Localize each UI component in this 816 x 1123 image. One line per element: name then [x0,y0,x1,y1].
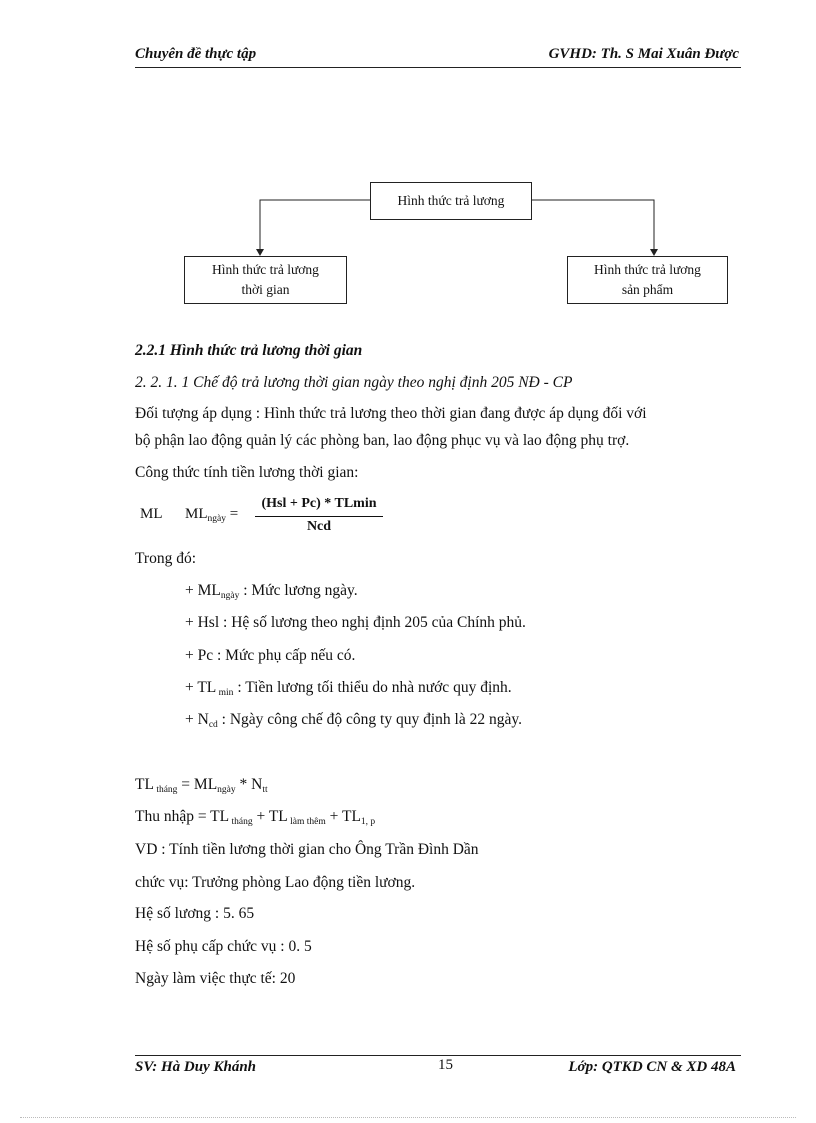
where-item-ncd [185,711,522,730]
example-line3: Hệ số lương : 5. 65 [135,905,255,922]
formula-intro: Công thức tính tiền lương thời gian: [135,464,359,481]
where-item-mlngay [185,582,358,601]
arrow-left-icon [256,249,264,256]
where-item-pc [185,647,355,665]
connector-left [260,200,370,250]
diagram-left-line1: Hình thức trả lương [212,262,319,277]
diagram-left-line2: thời gian [241,282,290,297]
eq1-a: TL [135,776,154,793]
eq2-label: Thu nhập = TL [135,808,230,825]
diagram-right-line2: sản phẩm [621,282,674,297]
para1-line2: bộ phận lao động quản lý các phòng ban, lao động phục vụ và lao động phụ trợ. [135,432,630,449]
diagram-left-box [184,256,347,304]
eq1-c-sub: tt [262,785,268,795]
formula-lhs-main: ML [185,506,208,522]
where-item-hsl-text: : Hệ số lương theo nghị định 205 của Chính phủ. [219,614,526,631]
equation-thu-nhap [135,808,375,827]
footer-left: SV: Hà Duy Khánh [135,1059,257,1075]
where-item-tlmin-pre: + TL [185,679,217,696]
where-item-pc-text: : Mức phụ cấp nếu có. [213,647,356,664]
where-item-ncd-sub: cd [208,720,218,730]
header-right: GVHD: Th. S Mai Xuân Được [548,46,739,62]
header-left: Chuyên đề thực tập [135,46,257,62]
page-bottom-dotted-edge [20,1117,796,1118]
eq1-b-sub: ngày [217,785,236,795]
diagram-right-line1: Hình thức trả lương [594,262,701,277]
where-item-hsl [185,614,526,632]
footer-right: Lớp: QTKD CN & XD 48A [568,1059,736,1075]
diagram-right-box [567,256,728,304]
eq2-s1: tháng [229,817,253,827]
where-item-tlmin-sub: min [216,688,234,698]
where-item-ncd-text: : Ngày công chế độ công ty quy định là 22 ngày. [217,711,522,728]
formula-denominator: Ncd [306,519,332,534]
formula-eq: = [229,506,239,522]
formula-fraction-bar [255,516,383,517]
section-subheading: 2. 2. 1. 1 Chế độ trả lương thời gian ngày theo nghị định 205 NĐ - CP [135,374,573,391]
formula-lhs-sub: ngày [207,514,226,524]
eq2-s2: làm thêm [287,817,326,827]
where-item-hsl-pre: + Hsl [185,614,220,631]
eq1-a-sub: tháng [153,785,178,795]
where-item-mlngay-pre: + ML [185,582,221,599]
eq2-s3: 1, p [360,817,376,827]
para1-line1: Đối tượng áp dụng : Hình thức trả lương theo thời gian đang được áp dụng đối với [135,405,647,422]
eq1-b: = ML [177,776,218,793]
equation-tl-thang [135,776,268,795]
arrow-right-icon [650,249,658,256]
connector-right [531,200,654,250]
page-number: 15 [438,1057,453,1073]
where-item-mlngay-text: : Mức lương ngày. [239,582,358,599]
eq1-c: * N [235,776,263,793]
example-line5: Ngày làm việc thực tế: 20 [135,970,296,987]
footer-rule [135,1055,741,1056]
where-label: Trong đó: [135,550,197,567]
formula-numerator: (Hsl + Pc) * TLmin [261,496,377,511]
formula-prefix: ML [140,506,163,522]
formula-lhs [185,506,238,524]
diagram-root-box [370,182,532,220]
where-item-ncd-pre: + N [185,711,209,728]
where-item-tlmin [185,679,512,698]
where-item-tlmin-text: : Tiền lương tối thiểu do nhà nước quy định. [233,679,512,696]
example-line2: chức vụ: Trưởng phòng Lao động tiền lương. [135,874,416,891]
eq2-t2: + TL [252,808,288,825]
diagram-root-label: Hình thức trả lương [397,193,505,208]
eq2-t3: + TL [325,808,361,825]
example-line4: Hệ số phụ cấp chức vụ : 0. 5 [135,938,312,955]
where-item-pc-pre: + Pc [185,647,214,664]
section-heading: 2.2.1 Hình thức trả lương thời gian [135,342,363,359]
example-line1: VD : Tính tiền lương thời gian cho Ông Trần Đình Dần [135,841,479,858]
where-item-mlngay-sub: ngày [220,591,240,601]
